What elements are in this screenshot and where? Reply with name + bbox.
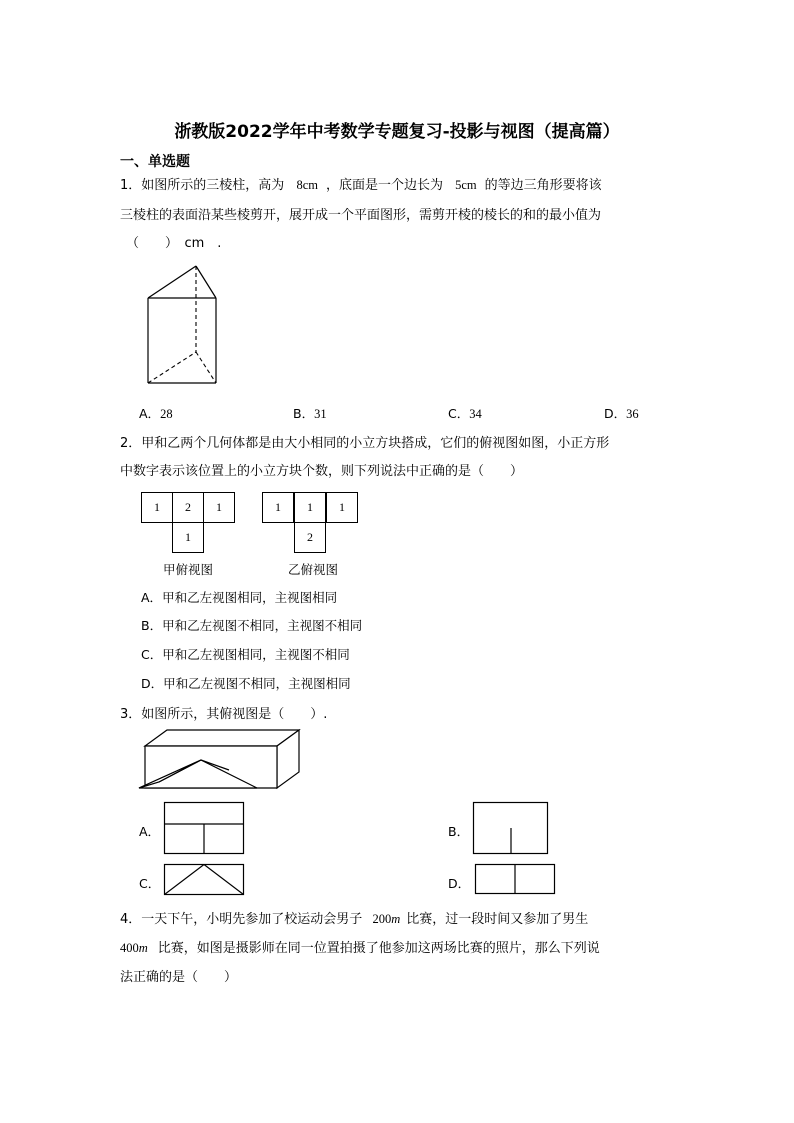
q2-option-c[interactable]: C．甲和乙左视图相同，主视图不相同 [141,647,350,662]
q1-option-d[interactable]: D．36 [604,406,639,421]
q4-line1: 4．一天下午，小明先参加了校运动会男子 200m 比赛，过一段时间又参加了男生 [120,912,589,927]
jia-cell: 1 [172,522,204,553]
q4-line3: 法正确的是（ ） [120,970,238,985]
q3-option-a-label[interactable]: A． [139,824,161,839]
q4-line2: 400m 比赛，如图是摄影师在同一位置拍摄了他参加这两场比赛的照片，那么下列说 [120,941,600,956]
q3-option-b-label[interactable]: B． [448,824,470,839]
q3-option-c-figure[interactable] [164,864,244,895]
q1-option-a[interactable]: A．28 [139,406,173,421]
q3-number: 3． [120,707,142,722]
q1-side: 5cm [455,178,477,192]
jia-caption: 甲俯视图 [163,562,214,577]
cuboid-with-wedge-figure [137,726,303,792]
yi-cell: 2 [294,522,326,553]
q1-option-b[interactable]: B．31 [293,406,327,421]
q2-option-d[interactable]: D．甲和乙左视图不相同，主视图相同 [141,676,351,691]
q1-line1 [120,174,602,193]
q3-option-c-label[interactable]: C． [139,876,161,891]
q1-option-c[interactable]: C．34 [448,406,482,421]
q1-text-a: 如图所示的三棱柱，高为 [141,178,285,193]
section-heading: 一、单选题 [120,154,190,170]
q3-line: 3．如图所示，其俯视图是（ ）. [120,707,328,722]
yi-caption: 乙俯视图 [288,562,339,577]
q1-number: 1． [120,178,142,193]
q1-height: 8cm [296,178,318,192]
page-title: 浙教版2022学年中考数学专题复习-投影与视图（提高篇） [174,122,620,142]
q2-line2: 中数字表示该位置上的小立方块个数，则下列说法中正确的是（ ） [120,464,524,479]
q3-option-a-figure[interactable] [164,802,244,854]
q1-text-c: 的等边三角形要将该 [484,178,602,193]
q2-number: 2． [120,436,142,451]
q3-option-d-label[interactable]: D． [448,876,471,891]
q3-option-b-figure[interactable] [473,802,549,854]
q4-number: 4． [120,912,142,927]
yi-cell: 1 [294,492,326,523]
jia-cell: 2 [172,492,204,523]
triangular-prism-figure [140,262,230,388]
yi-cell: 1 [262,492,294,523]
yi-cell: 1 [326,492,358,523]
q3-option-d-figure[interactable] [475,864,555,894]
q1-text-b: ，底面是一个边长为 [325,178,443,193]
jia-cell: 1 [141,492,173,523]
q1-line2: 三棱柱的表面沿某些棱剪开，展开成一个平面图形，需剪开棱的棱长的和的最小值为 [120,208,602,223]
q4-distance-1: 200 [372,912,392,926]
q1-line3: （ ） cm . [126,236,222,251]
q2-option-b[interactable]: B．甲和乙左视图不相同，主视图不相同 [141,618,363,633]
q2-option-a[interactable]: A．甲和乙左视图相同，主视图相同 [141,590,338,605]
q2-line1: 2．甲和乙两个几何体都是由大小相同的小立方块搭成，它们的俯视图如图，小正方形 [120,436,610,451]
q4-distance-2: 400 [120,941,139,955]
jia-cell: 1 [203,492,235,523]
